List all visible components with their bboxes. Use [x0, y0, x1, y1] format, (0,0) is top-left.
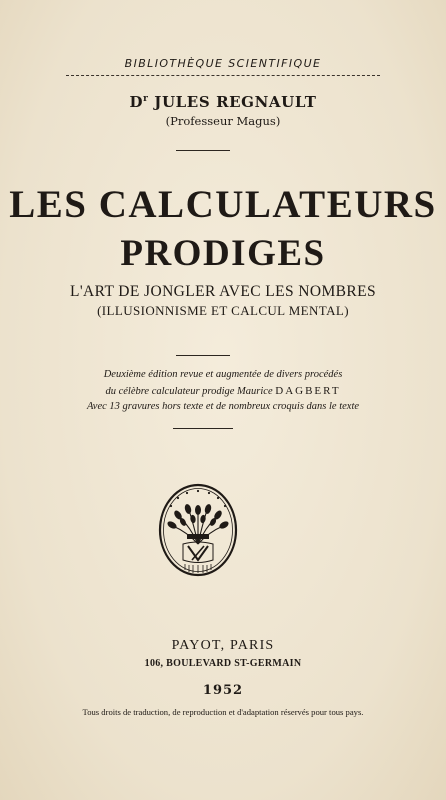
divider-rule [176, 355, 230, 356]
publisher-address: 106, BOULEVARD ST-GERMAIN [144, 658, 302, 669]
edition-note-text: du célèbre calculateur prodige Maurice [105, 386, 276, 397]
dashed-rule [66, 75, 380, 76]
book-subtitle: L'ART DE JONGLER AVEC LES NOMBRES [69, 283, 376, 300]
edition-note-line-1: Deuxième édition revue et augmentée de divers procédés [103, 369, 343, 380]
publication-year: 1952 [202, 683, 244, 698]
author-alias: (Professeur Magus) [165, 114, 281, 128]
edition-note-line-3: Avec 13 gravures hors texte et de nombreux croquis dans le texte [86, 401, 360, 412]
publisher-name: PAYOT, PARIS [171, 638, 275, 653]
calculator-name: DAGBERT [275, 385, 341, 397]
divider-rule [176, 150, 230, 151]
book-subtitle-parenthetical: (ILLUSIONNISME ET CALCUL MENTAL) [97, 303, 349, 318]
publisher-wheat-sheaf-emblem-icon [157, 482, 239, 582]
author-prefix-superscript: r [143, 94, 149, 104]
author-line [0, 93, 446, 111]
book-title-line-2: PRODIGES [120, 233, 326, 274]
author-prefix: D [129, 93, 144, 111]
author-name: JULES REGNAULT [154, 93, 317, 111]
divider-rule [173, 428, 233, 429]
book-title-line-1: LES CALCULATEURS [9, 183, 437, 226]
series-title: BIBLIOTHÈQUE SCIENTIFIQUE [124, 57, 322, 70]
edition-note-line-2 [0, 385, 446, 397]
rights-notice: Tous droits de traduction, de reproduction et d'adaptation réservés pour tous pays. [82, 707, 364, 717]
